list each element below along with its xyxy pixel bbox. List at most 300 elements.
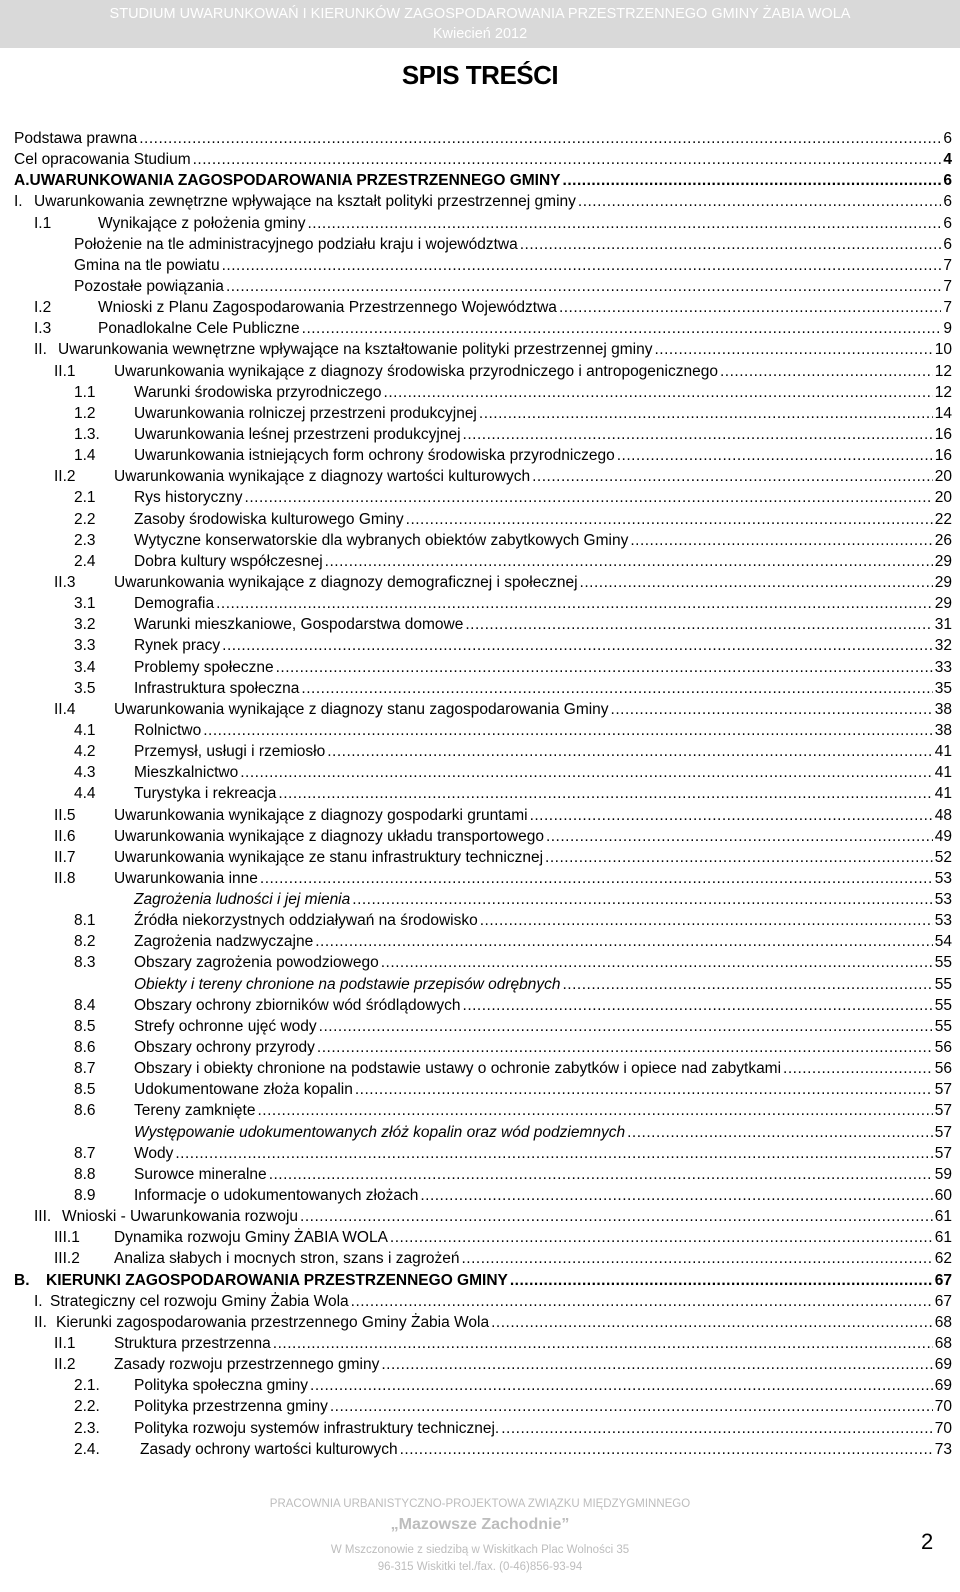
toc-entry-label: Obiekty i tereny chronione na podstawie przepisów odrębnych: [134, 975, 561, 993]
toc-entry-page: 14: [934, 404, 952, 422]
toc-entry-label: Wody: [134, 1144, 174, 1162]
toc-entry-page: 6: [943, 172, 952, 190]
toc-dot-leader: [654, 339, 932, 360]
page-footer: [0, 1488, 960, 1592]
toc-dot-leader: [563, 170, 942, 191]
toc-entry-number: III.2: [54, 1250, 80, 1268]
toc-entry-number: I.: [34, 1292, 43, 1310]
toc-entry[interactable]: [14, 847, 952, 868]
toc-entry-number: 2.2.: [74, 1398, 100, 1416]
toc-entry[interactable]: [14, 149, 952, 170]
toc-entry[interactable]: [14, 572, 952, 593]
toc-entry-label: Obszary ochrony zbiorników wód śródlądowych: [134, 996, 461, 1014]
footer-organization: „Mazowsze Zachodnie”: [390, 1516, 570, 1533]
toc-entry-label: Dynamika rozwoju Gminy ŻABIA WOLA: [114, 1229, 388, 1247]
toc-entry-number: 2.4: [74, 552, 96, 570]
toc-entry-page: 67: [934, 1292, 952, 1310]
toc-entry-page: 7: [943, 299, 952, 317]
toc-dot-leader: [308, 213, 942, 234]
toc-entry[interactable]: [14, 191, 952, 212]
toc-entry-page: 61: [934, 1208, 952, 1226]
toc-entry-label: Uwarunkowania wynikające z diagnozy wartości kulturowych: [114, 468, 531, 486]
toc-entry-page: 22: [934, 510, 952, 528]
toc-entry[interactable]: [14, 424, 952, 445]
toc-entry-label: Strefy ochronne ujęć wody: [134, 1017, 317, 1035]
toc-entry[interactable]: [14, 910, 952, 931]
toc-entry-number: 4.3: [74, 764, 96, 782]
toc-entry-page: 12: [934, 362, 952, 380]
toc-entry[interactable]: [14, 1058, 952, 1079]
toc-entry-label: Uwarunkowania wynikające z diagnozy środowiska przyrodniczego i antropogenicznego: [114, 362, 718, 380]
toc-entry-number: I.1: [34, 214, 52, 232]
toc-entry-page: 26: [934, 531, 952, 549]
toc-entry-label: Wytyczne konserwatorskie dla wybranych obiektów zabytkowych Gminy: [134, 531, 629, 549]
toc-entry[interactable]: [14, 1037, 952, 1058]
toc-dot-leader: [310, 1375, 933, 1396]
toc-entry-number: III.1: [54, 1229, 80, 1247]
toc-entry-label: Zasoby środowiska kulturowego Gminy: [134, 510, 404, 528]
toc-entry-page: 69: [934, 1377, 952, 1395]
footer-contact: 96-315 Wiskitki tel./fax. (0-46)856-93-94: [377, 1561, 583, 1573]
toc-entry-number: II.2: [54, 468, 76, 486]
toc-dot-leader: [315, 931, 933, 952]
toc-entry-number: 4.4: [74, 785, 96, 803]
toc-entry[interactable]: [14, 762, 952, 783]
toc-entry-page: 59: [934, 1165, 952, 1183]
toc-entry[interactable]: [14, 276, 952, 297]
toc-dot-leader: [384, 382, 933, 403]
toc-entry-label: Uwarunkowania wewnętrzne wpływające na kształtowanie polityki przestrzennej gminy: [58, 341, 653, 359]
toc-entry-number: II.: [34, 341, 47, 359]
toc-entry-page: 29: [934, 595, 952, 613]
toc-entry[interactable]: [14, 1418, 952, 1439]
toc-dot-leader: [226, 276, 941, 297]
toc-entry-label: Dobra kultury współczesnej: [134, 552, 323, 570]
table-of-contents: [14, 128, 952, 1460]
toc-entry-number: 8.5: [74, 1081, 96, 1099]
toc-entry-page: 38: [934, 700, 952, 718]
toc-entry-label: Gmina na tle powiatu: [74, 256, 220, 274]
toc-dot-leader: [351, 1291, 933, 1312]
toc-entry[interactable]: [14, 530, 952, 551]
toc-entry[interactable]: [14, 974, 952, 995]
toc-entry[interactable]: [14, 868, 952, 889]
toc-entry-number: II.7: [54, 848, 76, 866]
toc-dot-leader: [463, 995, 933, 1016]
toc-entry-label: Obszary ochrony przyrody: [134, 1039, 315, 1057]
toc-entry-page: 12: [934, 383, 952, 401]
toc-entry-page: 67: [934, 1271, 952, 1289]
toc-dot-leader: [611, 699, 933, 720]
toc-entry[interactable]: [14, 1333, 952, 1354]
toc-dot-leader: [269, 1164, 933, 1185]
toc-entry-label: Polityka przestrzenna gminy: [134, 1398, 328, 1416]
toc-entry[interactable]: [14, 403, 952, 424]
toc-entry-label: KIERUNKI ZAGOSPODAROWANIA PRZESTRZENNEGO GMINY: [46, 1271, 508, 1289]
toc-entry-page: 52: [934, 848, 952, 866]
toc-entry-label: Zagrożenia nadzwyczajne: [134, 933, 314, 951]
toc-entry-page: 33: [934, 658, 952, 676]
toc-dot-leader: [491, 1312, 933, 1333]
toc-entry-page: 53: [934, 869, 952, 887]
toc-dot-leader: [327, 741, 933, 762]
toc-entry-label: Uwarunkowania zewnętrzne wpływające na kształt polityki przestrzennej gminy: [34, 193, 576, 211]
toc-entry-page: 10: [934, 341, 952, 359]
toc-entry-number: 1.3.: [74, 425, 100, 443]
toc-entry-page: 38: [934, 721, 952, 739]
toc-entry[interactable]: [14, 1164, 952, 1185]
toc-entry-page: 53: [934, 912, 952, 930]
toc-entry-page: 56: [934, 1039, 952, 1057]
toc-entry-number: II.4: [54, 700, 76, 718]
toc-dot-leader: [627, 1122, 933, 1143]
toc-entry[interactable]: [14, 720, 952, 741]
toc-entry[interactable]: [14, 952, 952, 973]
toc-entry-page: 41: [934, 785, 952, 803]
toc-entry-number: 2.2: [74, 510, 96, 528]
toc-dot-leader: [530, 805, 933, 826]
toc-dot-leader: [276, 657, 933, 678]
toc-entry-page: 20: [934, 468, 952, 486]
toc-entry-number: 1.4: [74, 447, 96, 465]
toc-entry[interactable]: [14, 128, 952, 149]
toc-entry-number: II.: [34, 1313, 47, 1331]
toc-dot-leader: [532, 466, 933, 487]
toc-dot-leader: [406, 509, 933, 530]
toc-entry-label: Wnioski z Planu Zagospodarowania Przestrzennego Województwa: [98, 299, 557, 317]
toc-entry[interactable]: [14, 1143, 952, 1164]
toc-entry[interactable]: [14, 509, 952, 530]
toc-dot-leader: [325, 551, 933, 572]
toc-entry-page: 70: [934, 1398, 952, 1416]
toc-entry[interactable]: [14, 466, 952, 487]
toc-dot-leader: [545, 847, 933, 868]
toc-entry-page: 6: [943, 193, 952, 211]
toc-entry-label: Uwarunkowania wynikające z diagnozy stanu zagospodarowania Gminy: [114, 700, 609, 718]
toc-entry-page: 31: [934, 616, 952, 634]
toc-entry-label: Polityka społeczna gminy: [134, 1377, 309, 1395]
toc-entry[interactable]: [14, 1439, 952, 1460]
toc-dot-leader: [563, 974, 933, 995]
toc-dot-leader: [330, 1396, 933, 1417]
toc-dot-leader: [175, 1143, 932, 1164]
toc-entry-page: 54: [934, 933, 952, 951]
toc-dot-leader: [222, 255, 942, 276]
toc-entry-number: II.1: [54, 362, 76, 380]
toc-entry[interactable]: [14, 635, 952, 656]
toc-dot-leader: [273, 1333, 933, 1354]
toc-entry-page: 55: [934, 975, 952, 993]
toc-entry-page: 69: [934, 1356, 952, 1374]
toc-dot-leader: [139, 128, 941, 149]
toc-entry[interactable]: [14, 487, 952, 508]
toc-dot-leader: [302, 318, 942, 339]
toc-entry-label: Kierunki zagospodarowania przestrzennego Gminy Żabia Wola: [56, 1313, 490, 1331]
toc-dot-leader: [510, 1270, 933, 1291]
toc-entry-page: 57: [934, 1144, 952, 1162]
running-header: [0, 0, 960, 48]
toc-entry-page: 55: [934, 996, 952, 1014]
toc-entry[interactable]: [14, 995, 952, 1016]
toc-entry[interactable]: [14, 318, 952, 339]
toc-entry[interactable]: [14, 931, 952, 952]
toc-dot-leader: [465, 614, 932, 635]
toc-entry-label: Rys historyczny: [134, 489, 243, 507]
toc-entry-number: 3.3: [74, 637, 96, 655]
toc-entry-page: 53: [934, 891, 952, 909]
toc-entry-page: 4: [943, 151, 952, 169]
toc-entry-label: Uwarunkowania leśnej przestrzeni produkcyjnej: [134, 425, 461, 443]
toc-dot-leader: [400, 1439, 933, 1460]
toc-entry-label: Strategiczny cel rozwoju Gminy Żabia Wola: [50, 1292, 349, 1310]
toc-entry[interactable]: [14, 297, 952, 318]
toc-entry-label: Przemysł, usługi i rzemiosło: [134, 743, 326, 761]
toc-entry[interactable]: [14, 1227, 952, 1248]
toc-dot-leader: [300, 1206, 933, 1227]
toc-entry-number: 3.4: [74, 658, 96, 676]
toc-entry[interactable]: [14, 1270, 952, 1291]
toc-dot-leader: [278, 783, 932, 804]
toc-dot-leader: [463, 424, 933, 445]
toc-entry-label: Turystyka i rekreacja: [134, 785, 277, 803]
toc-entry-label: Tereny zamknięte: [134, 1102, 256, 1120]
toc-dot-leader: [319, 1016, 933, 1037]
toc-entry-number: 8.6: [74, 1102, 96, 1120]
toc-entry[interactable]: [14, 805, 952, 826]
toc-entry[interactable]: [14, 1312, 952, 1333]
toc-entry-number: 2.1.: [74, 1377, 100, 1395]
toc-entry-label: Obszary zagrożenia powodziowego: [134, 954, 379, 972]
toc-entry-label: Struktura przestrzenna: [114, 1335, 271, 1353]
toc-entry[interactable]: [14, 445, 952, 466]
toc-entry-number: 8.2: [74, 933, 96, 951]
toc-dot-leader: [501, 1418, 933, 1439]
toc-entry-label: A.UWARUNKOWANIA ZAGOSPODAROWANIA PRZESTRZENNEGO GMINY: [14, 172, 561, 190]
toc-dot-leader: [546, 826, 933, 847]
toc-entry-page: 29: [934, 573, 952, 591]
toc-dot-leader: [381, 1354, 932, 1375]
toc-entry[interactable]: [14, 1248, 952, 1269]
toc-entry-page: 61: [934, 1229, 952, 1247]
toc-entry-number: 8.4: [74, 996, 96, 1014]
toc-entry-number: 2.3.: [74, 1419, 100, 1437]
toc-entry-label: Obszary i obiekty chronione na podstawie ustawy o ochronie zabytków i opiece nad zabytkami: [134, 1060, 782, 1078]
toc-entry-label: Demografia: [134, 595, 215, 613]
toc-entry-page: 6: [943, 130, 952, 147]
toc-entry-number: I.: [14, 193, 23, 211]
toc-entry-number: 8.1: [74, 912, 96, 930]
toc-entry-page: 6: [943, 214, 952, 232]
toc-entry-page: 68: [934, 1335, 952, 1353]
header-title: STUDIUM UWARUNKOWAŃ I KIERUNKÓW ZAGOSPODAROWANIA PRZESTRZENNEGO GMINY ŻABIA WOLA: [109, 6, 851, 22]
toc-entry-page: 55: [934, 954, 952, 972]
toc-dot-leader: [245, 487, 933, 508]
toc-entry-page: 7: [943, 277, 952, 295]
toc-entry[interactable]: [14, 213, 952, 234]
toc-entry-label: Zasady rozwoju przestrzennego gminy: [114, 1356, 380, 1374]
toc-entry-label: Występowanie udokumentowanych złóż kopalin oraz wód podziemnych: [134, 1123, 626, 1141]
toc-entry-page: 70: [934, 1419, 952, 1437]
toc-dot-leader: [257, 1100, 932, 1121]
toc-dot-leader: [203, 720, 933, 741]
toc-entry-page: 32: [934, 637, 952, 655]
toc-dot-leader: [352, 889, 932, 910]
toc-entry-number: II.8: [54, 869, 76, 887]
toc-entry-page: 49: [934, 827, 952, 845]
toc-entry-number: 8.8: [74, 1165, 96, 1183]
toc-entry-label: Infrastruktura społeczna: [134, 679, 300, 697]
toc-dot-leader: [480, 910, 933, 931]
toc-entry-label: Uwarunkowania wynikające ze stanu infrastruktury technicznej: [114, 848, 544, 866]
toc-dot-leader: [390, 1227, 933, 1248]
toc-entry[interactable]: [14, 1354, 952, 1375]
toc-entry-label: Źródła niekorzystnych oddziaływań na środowisko: [134, 912, 478, 930]
toc-entry-page: 57: [934, 1123, 952, 1141]
toc-dot-leader: [580, 572, 933, 593]
toc-dot-leader: [193, 149, 942, 170]
toc-entry-page: 73: [934, 1440, 952, 1458]
toc-entry-page: 62: [934, 1250, 952, 1268]
toc-entry-page: 41: [934, 743, 952, 761]
toc-entry-label: Rolnictwo: [134, 721, 202, 739]
toc-dot-leader: [240, 762, 933, 783]
page-title: SPIS TREŚCI: [401, 60, 559, 90]
toc-dot-leader: [559, 297, 941, 318]
toc-entry-page: 41: [934, 764, 952, 782]
toc-entry-label: Uwarunkowania wynikające z diagnozy gospodarki gruntami: [114, 806, 528, 824]
toc-entry-number: 3.2: [74, 616, 96, 634]
toc-entry-label: Wnioski - Uwarunkowania rozwoju: [62, 1208, 299, 1226]
toc-entry[interactable]: [14, 1185, 952, 1206]
toc-entry-page: 57: [934, 1102, 952, 1120]
toc-entry-label: Uwarunkowania wynikające z diagnozy demograficznej i społecznej: [114, 573, 578, 591]
toc-entry-number: 8.7: [74, 1060, 96, 1078]
toc-entry[interactable]: [14, 382, 952, 403]
toc-entry[interactable]: [14, 170, 952, 191]
toc-dot-leader: [720, 361, 933, 382]
toc-entry-label: Położenie na tle administracyjnego podziału kraju i województwa: [74, 235, 518, 253]
toc-entry-label: Udokumentowane złoża kopalin: [134, 1081, 353, 1099]
toc-dot-leader: [222, 635, 933, 656]
toc-entry[interactable]: [14, 699, 952, 720]
toc-dot-leader: [216, 593, 933, 614]
toc-entry-label: Uwarunkowania wynikające z diagnozy układu transportowego: [114, 827, 544, 845]
toc-entry-number: 1.2: [74, 404, 96, 422]
toc-entry[interactable]: [14, 1206, 952, 1227]
footer-office: PRACOWNIA URBANISTYCZNO-PROJEKTOWA ZWIĄZKU MIĘDZYGMINNEGO: [269, 1498, 691, 1510]
toc-entry-label: Uwarunkowania inne: [114, 869, 258, 887]
toc-entry[interactable]: [14, 614, 952, 635]
toc-entry-number: 4.1: [74, 721, 96, 739]
toc-entry-number: 2.3: [74, 531, 96, 549]
toc-entry-number: II.3: [54, 573, 76, 591]
toc-entry[interactable]: [14, 741, 952, 762]
toc-entry-number: 2.4.: [74, 1440, 100, 1458]
toc-entry[interactable]: [14, 1016, 952, 1037]
toc-entry[interactable]: [14, 1396, 952, 1417]
toc-entry-page: 7: [943, 256, 952, 274]
toc-entry-number: II.1: [54, 1335, 76, 1353]
toc-entry-number: 8.6: [74, 1039, 96, 1057]
toc-entry-number: 8.3: [74, 954, 96, 972]
toc-entry[interactable]: [14, 1079, 952, 1100]
toc-dot-leader: [520, 234, 942, 255]
header-date: Kwiecień 2012: [432, 26, 528, 42]
toc-entry-label: Wynikające z położenia gminy: [98, 214, 306, 232]
toc-entry-page: 16: [934, 425, 952, 443]
toc-entry-label: Problemy społeczne: [134, 658, 274, 676]
toc-entry-page: 9: [943, 320, 952, 338]
toc-entry-label: Zagrożenia ludności i jej mienia: [134, 891, 351, 909]
toc-entry-label: Podstawa prawna: [14, 130, 138, 147]
toc-entry-label: Analiza słabych i mocnych stron, szans i zagrożeń: [114, 1250, 460, 1268]
toc-entry[interactable]: [14, 826, 952, 847]
toc-entry-label: Warunki środowiska przyrodniczego: [134, 383, 382, 401]
toc-entry[interactable]: [14, 339, 952, 360]
toc-entry[interactable]: [14, 1100, 952, 1121]
toc-entry[interactable]: [14, 657, 952, 678]
toc-entry-number: III.: [34, 1208, 52, 1226]
toc-entry-page: 55: [934, 1017, 952, 1035]
toc-dot-leader: [630, 530, 932, 551]
toc-entry-page: 68: [934, 1313, 952, 1331]
toc-entry-page: 29: [934, 552, 952, 570]
toc-entry-number: 3.1: [74, 595, 96, 613]
toc-entry-label: Uwarunkowania istniejących form ochrony środowiska przyrodniczego: [134, 447, 615, 465]
toc-entry-page: 56: [934, 1060, 952, 1078]
toc-entry-label: Rynek pracy: [134, 637, 221, 655]
toc-entry[interactable]: [14, 678, 952, 699]
toc-entry-page: 60: [934, 1187, 952, 1205]
toc-entry[interactable]: [14, 255, 952, 276]
toc-entry-label: Uwarunkowania rolniczej przestrzeni produkcyjnej: [134, 404, 477, 422]
toc-dot-leader: [260, 868, 933, 889]
toc-entry[interactable]: [14, 234, 952, 255]
toc-entry[interactable]: [14, 783, 952, 804]
toc-dot-leader: [578, 191, 941, 212]
toc-entry-page: 35: [934, 679, 952, 697]
toc-entry-label: Mieszkalnictwo: [134, 764, 239, 782]
toc-dot-leader: [301, 678, 932, 699]
toc-entry-label: Surowce mineralne: [134, 1165, 267, 1183]
toc-entry[interactable]: [14, 593, 952, 614]
toc-dot-leader: [381, 952, 933, 973]
toc-entry[interactable]: [14, 551, 952, 572]
toc-entry-page: 6: [943, 235, 952, 253]
toc-entry-number: 8.9: [74, 1187, 96, 1205]
toc-entry-number: 4.2: [74, 743, 96, 761]
toc-entry-number: 2.1: [74, 489, 96, 507]
toc-dot-leader: [783, 1058, 933, 1079]
toc-entry-number: I.2: [34, 299, 52, 317]
toc-entry[interactable]: [14, 1375, 952, 1396]
toc-entry[interactable]: [14, 1291, 952, 1312]
toc-entry-label: Polityka rozwoju systemów infrastruktury technicznej.: [134, 1419, 500, 1437]
toc-dot-leader: [479, 403, 933, 424]
toc-entry-page: 20: [934, 489, 952, 507]
toc-entry[interactable]: [14, 361, 952, 382]
toc-entry-page: 48: [934, 806, 952, 824]
toc-dot-leader: [461, 1248, 932, 1269]
toc-entry-number: II.5: [54, 806, 76, 824]
toc-entry[interactable]: [14, 889, 952, 910]
toc-dot-leader: [420, 1185, 932, 1206]
toc-entry-label: Informacje o udokumentowanych złożach: [134, 1187, 419, 1205]
toc-entry-label: Warunki mieszkaniowe, Gospodarstwa domowe: [134, 616, 464, 634]
toc-entry-number: 1.1: [74, 383, 96, 401]
toc-dot-leader: [317, 1037, 933, 1058]
toc-entry[interactable]: [14, 1122, 952, 1143]
